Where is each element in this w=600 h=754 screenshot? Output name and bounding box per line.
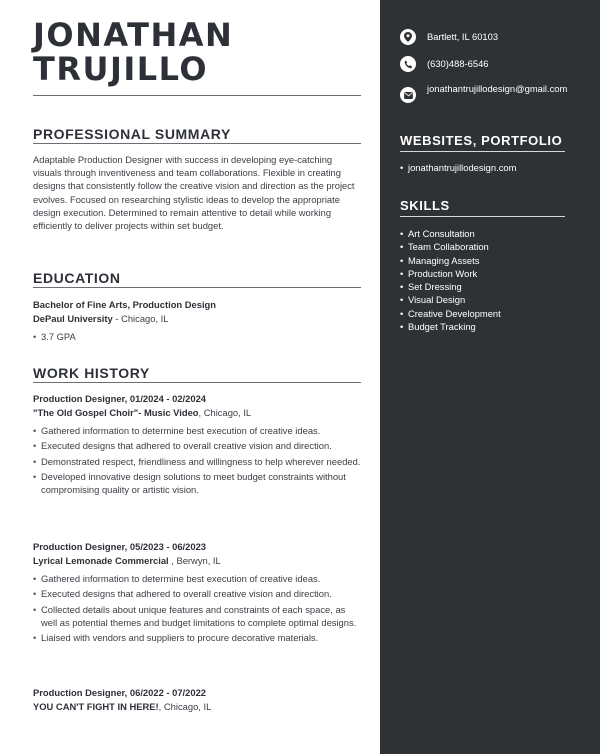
email-icon [400, 87, 416, 103]
list-item: • Developed innovative design solutions to meet budget constraints without compromising quality or artistic vision. [33, 470, 361, 496]
list-item: • Gathered information to determine best execution of creative ideas. [33, 572, 361, 585]
job-company: Lyrical Lemonade Commercial [33, 555, 172, 566]
skill-item: • Art Consultation [400, 227, 565, 240]
list-item: • Demonstrated respect, friendliness and willingness to help wherever needed. [33, 455, 361, 468]
list-item: • Collected details about unique features and constraints of each space, as well as potential themes and budget limitations to complete optimal designs. [33, 603, 361, 629]
skills-section [400, 198, 565, 333]
list-item: • Liaised with vendors and suppliers to procure decorative materials. [33, 631, 361, 644]
last-name: TRUJILLO [33, 50, 209, 88]
contact-phone [400, 56, 580, 72]
education-details [33, 330, 361, 343]
list-item: • Executed designs that adhered to overall creative vision and direction. [33, 587, 361, 600]
list-item: • Executed designs that adhered to overall creative vision and direction. [33, 439, 361, 452]
summary-title: PROFESSIONAL SUMMARY [33, 126, 361, 144]
job-entry [33, 393, 361, 499]
candidate-name [33, 18, 233, 86]
education-school: DePaul University [33, 313, 113, 324]
job-location: , Chicago, IL [158, 701, 212, 712]
work-title: WORK HISTORY [33, 365, 361, 383]
job-location: , Chicago, IL [198, 407, 252, 418]
job-title: Production Designer, 06/2022 - 07/2022 [33, 687, 206, 698]
job-entry [33, 687, 361, 713]
job-title: Production Designer, 05/2023 - 06/2023 [33, 541, 206, 552]
education-location: - Chicago, IL [112, 313, 169, 324]
contact-phone-text[interactable]: (630)488-6546 [427, 58, 489, 69]
job-bullets [33, 424, 361, 497]
education-degree: Bachelor of Fine Arts, Production Design [33, 299, 217, 310]
website-link[interactable]: • jonathantrujillodesign.com [400, 161, 565, 174]
websites-title: WEBSITES, PORTFOLIO [400, 133, 565, 152]
skill-item: • Creative Development [400, 307, 565, 320]
sidebar [380, 0, 600, 754]
job-place [33, 701, 361, 713]
contact-email [400, 82, 580, 103]
websites-list [400, 161, 565, 174]
skills-title: SKILLS [400, 198, 565, 217]
contact-location-text: Bartlett, IL 60103 [427, 31, 499, 42]
phone-icon [400, 56, 416, 72]
job-bullets [33, 572, 361, 645]
first-name: JONATHAN [33, 16, 234, 54]
skill-item: • Production Work [400, 267, 565, 280]
job-place [33, 407, 361, 419]
skill-item: • Visual Design [400, 293, 565, 306]
skill-item: • Budget Tracking [400, 320, 565, 333]
websites-section [400, 133, 565, 174]
location-pin-icon [400, 29, 416, 45]
education-school-line [33, 313, 361, 324]
job-title: Production Designer, 01/2024 - 02/2024 [33, 393, 206, 404]
skill-item: • Set Dressing [400, 280, 565, 293]
work-section [33, 365, 361, 383]
summary-section [33, 126, 361, 232]
job-location: , Berwyn, IL [171, 555, 221, 566]
skill-item: • Managing Assets [400, 254, 565, 267]
summary-text: Adaptable Production Designer with success in developing eye-catching visuals through inventiveness and team collaborations. Flexible in creating designs that consistently follow the creative vision and direction as the project evolves. Focused on researching stylistic ideas to develop the appropriate design execution. Determined to remain attentive to detail while working efficiently to deliver projects within set budget. [33, 154, 355, 232]
job-place [33, 555, 361, 567]
education-section [33, 270, 361, 345]
contact-email-text[interactable]: jonathantrujillodesign@gmail.com [427, 83, 568, 94]
contact-location [400, 29, 580, 45]
job-company: "The Old Gospel Choir"- Music Video [33, 407, 199, 418]
list-item: • 3.7 GPA [33, 330, 361, 343]
education-title: EDUCATION [33, 270, 361, 288]
job-company: YOU CAN'T FIGHT IN HERE! [33, 701, 159, 712]
skill-item: • Team Collaboration [400, 240, 565, 253]
list-item: • Gathered information to determine best execution of creative ideas. [33, 424, 361, 437]
name-divider [33, 95, 361, 96]
skills-list [400, 227, 565, 333]
job-entry [33, 541, 361, 647]
